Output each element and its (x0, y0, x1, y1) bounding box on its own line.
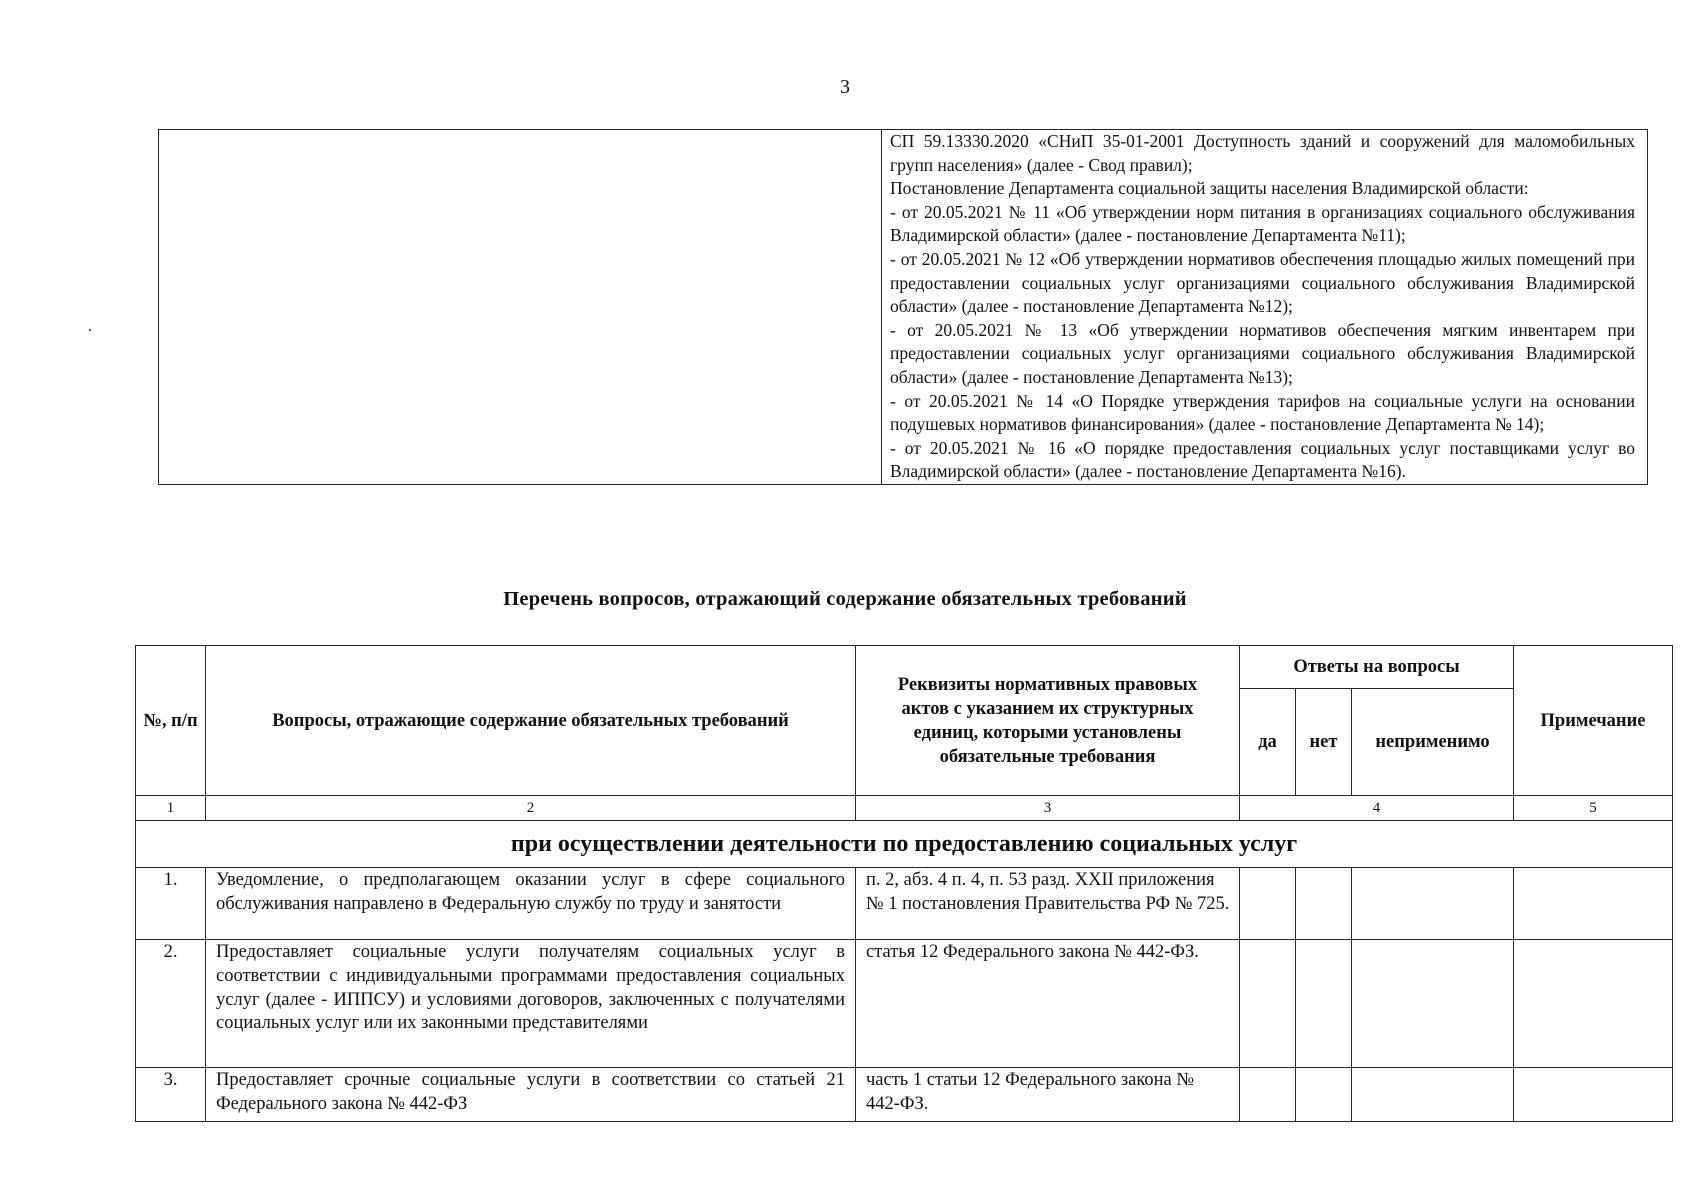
header-no: нет (1296, 689, 1352, 796)
legal-acts-continuation-table (158, 129, 1648, 485)
row-question: Предоставляет срочные социальные услуги в соответствии со статьей 21 Федерального закона № 442-ФЗ (206, 1068, 856, 1122)
row-number: 3. (136, 1068, 206, 1122)
table-row (136, 1068, 1673, 1122)
requirements-checklist-table (135, 645, 1673, 1122)
page-number: 3 (840, 76, 850, 98)
answer-yes-cell[interactable] (1240, 1068, 1296, 1122)
answer-not-applicable-cell[interactable] (1352, 868, 1514, 940)
header-note: Примечание (1514, 646, 1673, 796)
answer-no-cell[interactable] (1296, 868, 1352, 940)
note-cell[interactable] (1514, 940, 1673, 1068)
legal-act-paragraph: - от 20.05.2021 № 11 «Об утверждении норм питания в организациях социального обслуживания Владимирской области» (далее - постановление Департамента №11); (890, 201, 1635, 246)
column-number: 2 (206, 796, 856, 821)
column-number: 4 (1240, 796, 1514, 821)
empty-left-cell (159, 130, 882, 485)
legal-act-paragraph: - от 20.05.2021 № 16 «О порядке предоставления социальных услуг поставщиками услуг во Владимирской области» (далее - постановление Департамента №16). (890, 437, 1635, 482)
legal-act-paragraph: СП 59.13330.2020 «СНиП 35-01-2001 Доступность зданий и сооружений для маломобильных групп населения» (далее - Свод правил); (890, 131, 1635, 175)
group-title: при осуществлении деятельности по предоставлению социальных услуг (136, 821, 1673, 868)
answer-not-applicable-cell[interactable] (1352, 1068, 1514, 1122)
answer-no-cell[interactable] (1296, 1068, 1352, 1122)
row-requisites: п. 2, абз. 4 п. 4, п. 53 разд. XXII приложения № 1 постановления Правительства РФ № 725. (856, 868, 1240, 940)
header-num: №, п/п (136, 646, 206, 796)
column-number: 1 (136, 796, 206, 821)
answer-not-applicable-cell[interactable] (1352, 940, 1514, 1068)
section-title: Перечень вопросов, отражающий содержание обязательных требований (503, 588, 1187, 610)
legal-acts-cell (882, 130, 1648, 485)
header-answers: Ответы на вопросы (1240, 646, 1514, 689)
table-row (136, 868, 1673, 940)
answer-no-cell[interactable] (1296, 940, 1352, 1068)
row-requisites: часть 1 статьи 12 Федерального закона № 442-ФЗ. (856, 1068, 1240, 1122)
header-requisites: Реквизиты нормативных правовых актов с указанием их структурных единиц, которыми установлены обязательные требования (856, 646, 1240, 796)
legal-act-paragraph: - от 20.05.2021 № 12 «Об утверждении нормативов обеспечения площадью жилых помещений при предоставлении социальных услуг организациями социального обслуживания Владимирской области» (далее - постановление Департамента №12); (890, 248, 1635, 317)
row-question: Предоставляет социальные услуги получателям социальных услуг в соответствии с индивидуальными программами предоставления социальных услуг (далее - ИППСУ) и условиями договоров, заключенных с получателями социальных услуг или их законными представителями (206, 940, 856, 1068)
stray-mark: . (88, 318, 92, 335)
legal-act-paragraph: Постановление Департамента социальной защиты населения Владимирской области: (890, 178, 1529, 199)
legal-act-paragraph: - от 20.05.2021 № 13 «Об утверждении нормативов обеспечения мягким инвентарем при предоставлении социальных услуг организациями социального обслуживания Владимирской области» (далее - постановление Департамента №13); (890, 319, 1635, 387)
legal-act-paragraph: - от 20.05.2021 № 14 «О Порядке утверждения тарифов на социальные услуги на основании подушевых нормативов финансирования» (далее - постановление Департамента № 14); (890, 390, 1635, 435)
row-number: 2. (136, 940, 206, 1068)
row-question: Уведомление, о предполагающем оказании услуг в сфере социального обслуживания направлено в Федеральную службу по труду и занятости (206, 868, 856, 940)
column-number: 5 (1514, 796, 1673, 821)
header-not-applicable: неприменимо (1352, 689, 1514, 796)
row-number: 1. (136, 868, 206, 940)
answer-yes-cell[interactable] (1240, 940, 1296, 1068)
header-questions: Вопросы, отражающие содержание обязательных требований (206, 646, 856, 796)
answer-yes-cell[interactable] (1240, 868, 1296, 940)
note-cell[interactable] (1514, 868, 1673, 940)
table-row (136, 940, 1673, 1068)
header-yes: да (1240, 689, 1296, 796)
row-requisites: статья 12 Федерального закона № 442-ФЗ. (856, 940, 1240, 1068)
column-number: 3 (856, 796, 1240, 821)
note-cell[interactable] (1514, 1068, 1673, 1122)
